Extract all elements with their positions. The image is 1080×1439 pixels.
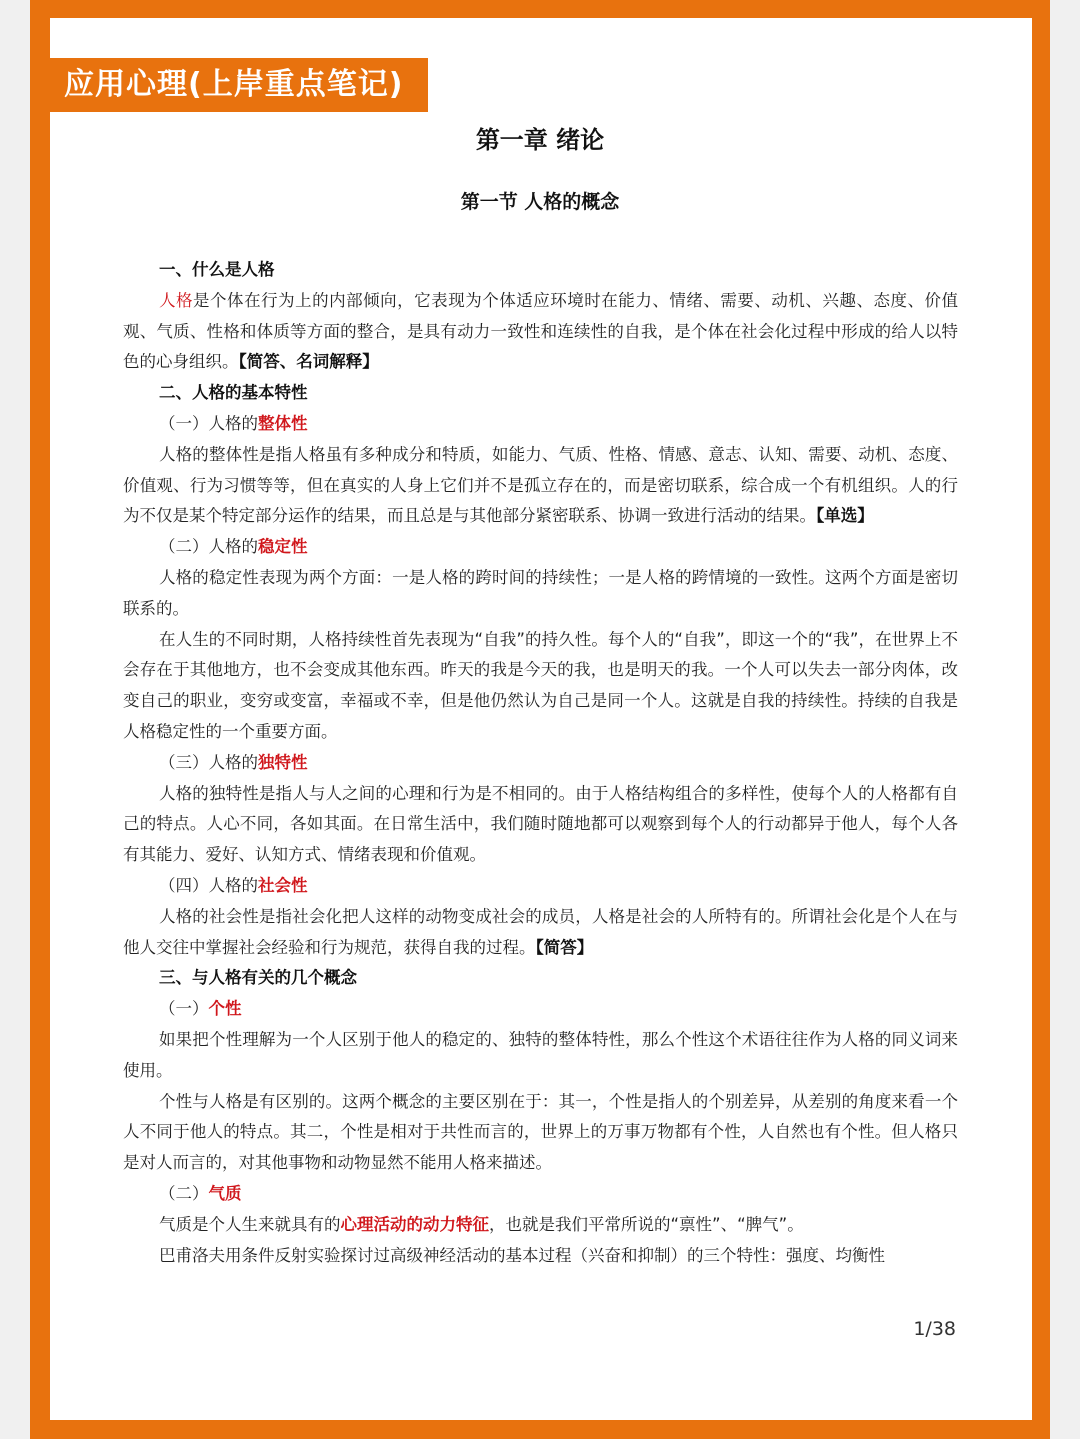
heading-what-is-personality: 一、什么是人格 (159, 260, 275, 279)
subheading-sociality: （四）人格的社会性 (159, 875, 308, 895)
term-highlight: 稳定性 (258, 537, 308, 557)
paragraph-uniqueness: 人格的独特性是指人与人之间的心理和行为是不相同的。由于人格结构组合的多样性，使每个人的人格都有自己的特点。人心不同，各如其面。在日常生活中，我们随时随地都可以观察到每个人的行动都异于他人，每个人各有其能力、爱好、认知方式、情绪表现和价值观。 (123, 783, 958, 865)
paragraph-sociality: 人格的社会性是指社会化把人这样的动物变成社会的成员，人格是社会的人所特有的。所谓社会化是个人在与他人交往中掌握社会经验和行为规范，获得自我的过程。【简答】 (123, 906, 958, 957)
paragraph-individuality-2: 个性与人格是有区别的。这两个概念的主要区别在于：其一，个性是指人的个别差异，从差别的角度来看一个人不同于他人的特点。其二，个性是相对于共性而言的，世界上的万事万物都有个性，人自然也有个性。但人格只是对人而言的，对其他事物和动物显然不能用人格来描述。 (123, 1091, 958, 1173)
term-highlight: 独特性 (258, 752, 308, 772)
subheading-wholeness: （一）人格的整体性 (159, 413, 308, 433)
paragraph-individuality-1: 如果把个性理解为一个人区别于他人的稳定的、独特的整体特性，那么个性这个术语往往作为人格的同义词来使用。 (123, 1029, 958, 1080)
exam-tag: 【单选】 (816, 506, 874, 526)
exam-tag: 【简答】 (535, 937, 594, 957)
heading-related-concepts: 三、与人格有关的几个概念 (159, 968, 357, 988)
paragraph-stability-2: 在人生的不同时期，人格持续性首先表现为“自我”的持久性。每个人的“自我”，即这一个的“我”，在世界上不会存在于其他地方，也不会变成其他东西。昨天的我是今天的我，也是明天的我。一个人可以失去一部分肉体，改变自己的职业，变穷或变富，幸福或不幸，但是他仍然认为自己是同一个人。这就是自我的持续性。持续的自我是人格稳定性的一个重要方面。 (123, 629, 958, 741)
heading-basic-traits: 二、人格的基本特性 (159, 383, 308, 403)
paragraph-wholeness: 人格的整体性是指人格虽有多种成分和特质，如能力、气质、性格、情感、意志、认知、需要、动机、态度、价值观、行为习惯等等，但在真实的人身上它们并不是孤立存在的，而是密切联系，综合成一个有机组织。人的行为不仅是某个特定部分运作的结果，而且总是与其他部分紧密联系、协调一致进行活动的结果。【单选】 (123, 444, 958, 526)
term-highlight: 整体性 (258, 413, 308, 433)
term-highlight: 社会性 (258, 875, 308, 895)
paragraph-temperament-2: 巴甫洛夫用条件反射实验探讨过高级神经活动的基本过程（兴奋和抑制）的三个特性：强度、均衡性 (159, 1245, 885, 1265)
subheading-stability: （二）人格的稳定性 (159, 537, 308, 557)
term-highlight: 人格 (159, 290, 194, 310)
exam-tag: 【简答、名词解释】 (238, 352, 379, 372)
page-number: 1/38 (913, 1318, 956, 1340)
header-banner: 应用心理(上岸重点笔记) (50, 58, 428, 112)
section-title: 第一节 人格的概念 (460, 191, 620, 213)
paragraph-stability-1: 人格的稳定性表现为两个方面：一是人格的跨时间的持续性；一是人格的跨情境的一致性。这两个方面是密切联系的。 (123, 567, 958, 618)
term-highlight: 个性 (208, 999, 242, 1019)
paragraph-definition: 人格是个体在行为上的内部倾向，它表现为个体适应环境时在能力、情绪、需要、动机、兴趣、态度、价值观、气质、性格和体质等方面的整合，是具有动力一致性和连续性的自我，是个体在社会化过程中形成的给人以特色的心身组织。【简答、名词解释】 (123, 290, 959, 372)
paragraph-temperament-1: 气质是个人生来就具有的心理活动的动力特征，也就是我们平常所说的“禀性”、“脾气”。 (159, 1214, 804, 1234)
chapter-title: 第一章 绪论 (475, 126, 605, 154)
term-highlight: 气质 (208, 1183, 242, 1203)
subheading-uniqueness: （三）人格的独特性 (159, 752, 308, 772)
subheading-temperament: （二）气质 (159, 1183, 242, 1203)
subheading-individuality: （一）个性 (159, 999, 242, 1019)
term-highlight: 心理活动的动力特征 (340, 1214, 489, 1234)
document-body (123, 255, 958, 1271)
